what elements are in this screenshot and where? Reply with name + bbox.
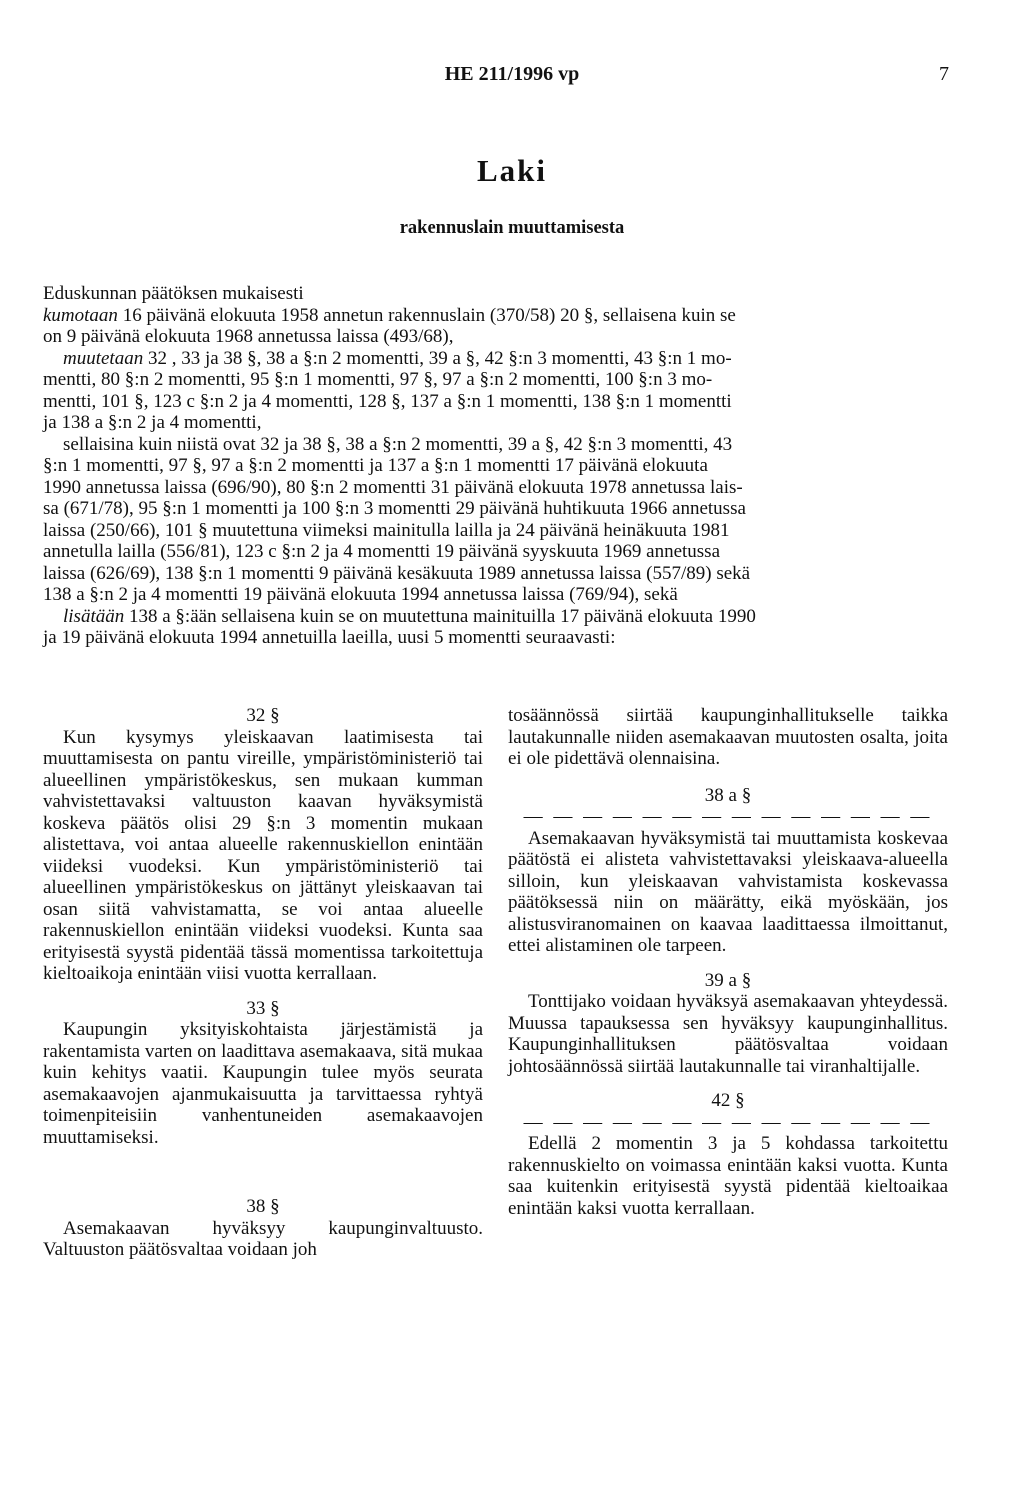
preamble-line: §:n 1 momentti, 97 §, 97 a §:n 2 momentti ja 137 a §:n 1 momentti 17 päivänä elokuuta	[43, 455, 708, 476]
continued-text: tosäännössä siirtää kaupunginhallitukselle taikka lautakunnalle niiden asemakaavan muutosten osalta, joita ei ole pidettävä olennaisina.	[508, 705, 948, 769]
preamble-line: mentti, 101 §, 123 c §:n 2 ja 4 momentti, 128 §, 137 a §:n 1 momentti, 138 §:n 1 momentti	[43, 390, 732, 412]
left-column	[43, 705, 483, 1261]
keyword-lisataan: lisätään	[63, 605, 125, 627]
preamble-line: sa (671/78), 95 §:n 1 momentti ja 100 §:n 3 momentti 29 päivänä huhtikuuta 1966 annetussa	[43, 498, 746, 519]
preamble-text: 16 päivänä elokuuta 1958 annetun rakennuslain (370/58) 20 §, sellaisena kuin se	[117, 304, 736, 326]
section-text-38: Asemakaavan hyväksyy kaupunginvaltuusto. Valtuuston päätösvaltaa voidaan joh	[43, 1217, 483, 1260]
keyword-kumotaan: kumotaan	[43, 304, 118, 326]
right-column	[508, 705, 948, 1219]
preamble-line	[43, 348, 983, 370]
preamble-text: 32 , 33 ja 38 §, 38 a §:n 2 momentti, 39 a §, 42 §:n 3 momentti, 43 §:n 1 mo-	[143, 347, 732, 369]
document-reference: HE 211/1996 vp	[444, 63, 580, 85]
section-text-38a: Asemakaavan hyväksymistä tai muuttamista koskevaa päätöstä ei alisteta vahvistettavaksi yleiskaava-alueella silloin, kun yleiskaavan vahvistamista koskevassa päätöksessä niin on määrätty, eikä myöskään, jos alistusviranomainen on kaavaa laadittaessa ilmoittanut, ettei alistaminen ole tarpeen.	[508, 827, 948, 956]
law-title: Laki	[476, 153, 548, 188]
preamble-line: sellaisina kuin niistä ovat 32 ja 38 §, 38 a §:n 2 momentti, 39 a §, 42 §:n 3 momentti, 43	[63, 433, 733, 455]
section-text-32: Kun kysymys yleiskaavan laatimisesta tai muuttamisesta on pantu vireille, ympäristöministeriö tai alueellinen ympäristökeskus, sen mukaan kumman vahvistettavaksi valtuuston kaavan hyväksymistä koskeva päätös olisi 29 §:n 3 momentin mukaan alistettava, voi antaa alueelle rakennuskiellon enintään viideksi vuodeksi. Kun ympäristöministeriö tai alueellinen ympäristökeskus on jättänyt yleiskaavan tai osan siitä vahvistamatta, se voi antaa alueelle rakennuskiellon enintään viideksi vuodeksi. Kunta saa erityisestä syystä pidentää tässä momentissa tarkoitettuja kieltoaikoja enintään viisi vuotta kerrallaan.	[43, 726, 483, 984]
keyword-muutetaan: muutetaan	[63, 347, 144, 369]
omitted-text-dashes: — — — — — — — — — — — — — —	[523, 1111, 933, 1133]
page-number: 7	[939, 63, 949, 85]
section-text-33: Kaupungin yksityiskohtaista järjestämistä ja rakentamista varten on laadittava asemakaava, sitä mukaa kuin kehitys vaatii. Kaupungin tulee myös seurata asemakaavojen ajanmukaisuutta ja tarvittaessa ryhtyä toimenpiteisiin vanhentuneiden asemakaavojen muuttamiseksi.	[43, 1019, 483, 1148]
preamble	[43, 283, 983, 649]
preamble-line: ja 138 a §:n 2 ja 4 momentti,	[43, 412, 262, 433]
preamble-line: laissa (626/69), 138 §:n 1 momentti 9 päivänä kesäkuuta 1989 annetussa laissa (557/89) sekä	[43, 562, 751, 584]
section-heading-42: 42 §	[711, 1090, 745, 1111]
section-heading-38: 38 §	[246, 1196, 280, 1217]
preamble-line: 138 a §:n 2 ja 4 momentti 19 päivänä elokuuta 1994 annetussa laissa (769/94), sekä	[43, 584, 678, 605]
section-text-39a: Tonttijako voidaan hyväksyä asemakaavan yhteydessä. Muussa tapauksessa sen hyväksyy kaupunginhallitus. Kaupunginhallituksen päätösvaltaa voidaan johtosäännössä siirtää lautakunnalle tai viranhaltijalle.	[508, 991, 948, 1077]
preamble-line: on 9 päivänä elokuuta 1968 annetussa laissa (493/68),	[43, 326, 454, 347]
preamble-line: mentti, 80 §:n 2 momentti, 95 §:n 1 momentti, 97 §, 97 a §:n 2 momentti, 100 §:n 3 mo-	[43, 369, 713, 390]
preamble-line: laissa (250/66), 101 § muutettuna viimeksi mainitulla lailla ja 24 päivänä heinäkuuta 1981	[43, 519, 730, 541]
preamble-line: ja 19 päivänä elokuuta 1994 annetuilla laeilla, uusi 5 momentti seuraavasti:	[43, 627, 616, 648]
section-text-42: Edellä 2 momentin 3 ja 5 kohdassa tarkoitettu rakennuskielto on voimassa enintään kaksi vuotta. Kunta saa kuitenkin erityisestä syystä pidentää kieltoaikaa enintään kaksi vuotta kerrallaan.	[508, 1133, 948, 1219]
section-heading-33: 33 §	[246, 997, 280, 1019]
omitted-text-dashes: — — — — — — — — — — — — — —	[523, 806, 933, 827]
section-heading-39a: 39 a §	[704, 969, 752, 991]
section-heading-38a: 38 a §	[704, 784, 752, 806]
preamble-line: annetulla lailla (556/81), 123 c §:n 2 ja 4 momentti 19 päivänä syyskuuta 1969 annetussa	[43, 541, 720, 562]
preamble-line	[43, 606, 983, 628]
law-subtitle: rakennuslain muuttamisesta	[399, 218, 625, 238]
section-heading-32: 32 §	[246, 705, 280, 726]
preamble-text: 138 a §:ään sellaisena kuin se on muutettuna mainituilla 17 päivänä elokuuta 1990	[124, 605, 756, 627]
preamble-line	[43, 305, 983, 327]
page-header	[0, 62, 1024, 92]
preamble-line: Eduskunnan päätöksen mukaisesti	[43, 283, 304, 304]
preamble-line: 1990 annetussa laissa (696/90), 80 §:n 2 momentti 31 päivänä elokuuta 1978 annetussa lais-	[43, 476, 743, 498]
